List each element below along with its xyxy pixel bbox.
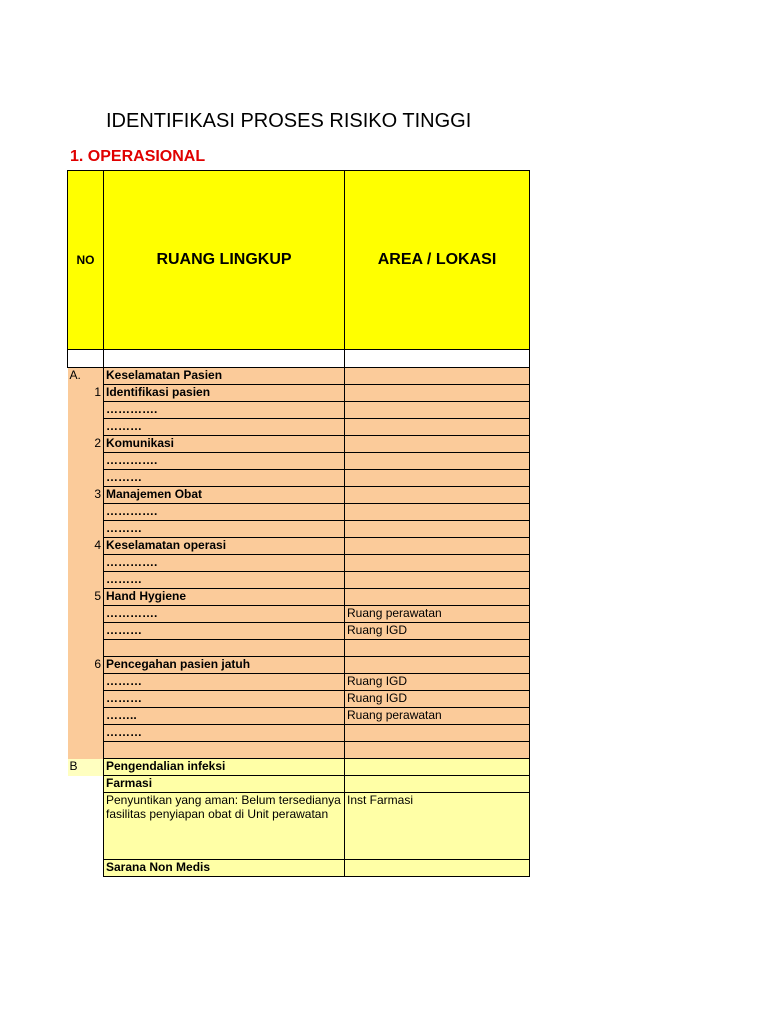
scope-cell: ……… [104, 674, 345, 691]
area-cell [345, 368, 530, 385]
scope-cell: Pengendalian infeksi [104, 759, 345, 776]
scope-cell: …………. [104, 555, 345, 572]
table-row [68, 640, 530, 657]
header-no: NO [68, 171, 104, 350]
scope-cell: …………. [104, 453, 345, 470]
row-number-cell: 1 [68, 385, 104, 402]
table-row [68, 504, 530, 521]
table-row [68, 555, 530, 572]
row-number-cell [68, 776, 104, 793]
area-cell [345, 742, 530, 759]
row-number-cell [68, 674, 104, 691]
table-row [68, 436, 530, 453]
spacer-cell [345, 350, 530, 368]
table-row [68, 657, 530, 674]
row-number-cell [68, 708, 104, 725]
area-cell [345, 419, 530, 436]
table-row [68, 589, 530, 606]
area-cell [345, 572, 530, 589]
table-row [68, 860, 530, 877]
area-cell [345, 725, 530, 742]
table-row [68, 538, 530, 555]
row-number-cell: 3 [68, 487, 104, 504]
area-cell [345, 538, 530, 555]
row-number-cell: 6 [68, 657, 104, 674]
scope-cell [104, 742, 345, 759]
table-row [68, 419, 530, 436]
area-cell [345, 504, 530, 521]
document-title: IDENTIFIKASI PROSES RISIKO TINGGI [106, 110, 472, 132]
row-number-cell [68, 453, 104, 470]
scope-cell: Pencegahan pasien jatuh [104, 657, 345, 674]
header-spacer-row [68, 350, 530, 368]
area-cell [345, 470, 530, 487]
row-number-cell [68, 640, 104, 657]
scope-cell: Manajemen Obat [104, 487, 345, 504]
section-heading: 1. OPERASIONAL [70, 148, 206, 165]
scope-cell: …………. [104, 606, 345, 623]
table-row [68, 487, 530, 504]
scope-cell: ……… [104, 623, 345, 640]
scope-cell: ……… [104, 691, 345, 708]
row-number-cell [68, 572, 104, 589]
header-area: AREA / LOKASI [345, 171, 530, 350]
area-cell [345, 555, 530, 572]
scope-cell: Keselamatan operasi [104, 538, 345, 555]
row-number-cell: A. [68, 368, 104, 385]
scope-cell: ……… [104, 470, 345, 487]
table-row [68, 470, 530, 487]
spacer-cell [104, 350, 345, 368]
risk-identification-table [67, 170, 530, 877]
area-cell: Ruang IGD [345, 623, 530, 640]
row-number-cell [68, 521, 104, 538]
table-row [68, 572, 530, 589]
table-row [68, 776, 530, 793]
area-cell [345, 402, 530, 419]
table-row [68, 725, 530, 742]
table-row [68, 759, 530, 776]
area-cell [345, 640, 530, 657]
area-cell [345, 776, 530, 793]
row-number-cell [68, 793, 104, 860]
area-cell [345, 521, 530, 538]
row-number-cell [68, 623, 104, 640]
header-scope: RUANG LINGKUP [104, 171, 345, 350]
table-row [68, 402, 530, 419]
area-cell [345, 385, 530, 402]
row-number-cell [68, 742, 104, 759]
area-cell: Ruang IGD [345, 691, 530, 708]
row-number-cell [68, 402, 104, 419]
area-cell: Ruang perawatan [345, 606, 530, 623]
area-cell [345, 860, 530, 877]
table-row [68, 453, 530, 470]
scope-cell: …………. [104, 402, 345, 419]
scope-cell: Penyuntikan yang aman: Belum tersedianya fasilitas penyiapan obat di Unit perawatan [104, 793, 345, 860]
table-row [68, 521, 530, 538]
row-number-cell [68, 860, 104, 877]
scope-cell: ……… [104, 419, 345, 436]
scope-cell: …….. [104, 708, 345, 725]
scope-cell: Farmasi [104, 776, 345, 793]
table-row [68, 385, 530, 402]
scope-cell: Komunikasi [104, 436, 345, 453]
row-number-cell [68, 419, 104, 436]
area-cell [345, 589, 530, 606]
area-cell [345, 487, 530, 504]
row-number-cell: 5 [68, 589, 104, 606]
area-cell [345, 657, 530, 674]
scope-cell: Identifikasi pasien [104, 385, 345, 402]
area-cell: Ruang perawatan [345, 708, 530, 725]
row-number-cell [68, 606, 104, 623]
scope-cell: Keselamatan Pasien [104, 368, 345, 385]
area-cell [345, 759, 530, 776]
row-number-cell: 4 [68, 538, 104, 555]
area-cell [345, 436, 530, 453]
table-row [68, 606, 530, 623]
row-number-cell: 2 [68, 436, 104, 453]
spacer-cell [68, 350, 104, 368]
table-row [68, 793, 530, 860]
table-row [68, 674, 530, 691]
scope-cell: ……… [104, 725, 345, 742]
row-number-cell [68, 470, 104, 487]
scope-cell: …………. [104, 504, 345, 521]
scope-cell: Hand Hygiene [104, 589, 345, 606]
row-number-cell [68, 555, 104, 572]
scope-cell [104, 640, 345, 657]
row-number-cell [68, 725, 104, 742]
scope-cell: ……… [104, 572, 345, 589]
row-number-cell: B [68, 759, 104, 776]
table-row [68, 742, 530, 759]
area-cell: Inst Farmasi [345, 793, 530, 860]
table-row [68, 708, 530, 725]
table-header-row [68, 171, 530, 350]
row-number-cell [68, 691, 104, 708]
area-cell [345, 453, 530, 470]
table-row [68, 368, 530, 385]
table-row [68, 691, 530, 708]
table-row [68, 623, 530, 640]
scope-cell: Sarana Non Medis [104, 860, 345, 877]
row-number-cell [68, 504, 104, 521]
area-cell: Ruang IGD [345, 674, 530, 691]
scope-cell: ……… [104, 521, 345, 538]
